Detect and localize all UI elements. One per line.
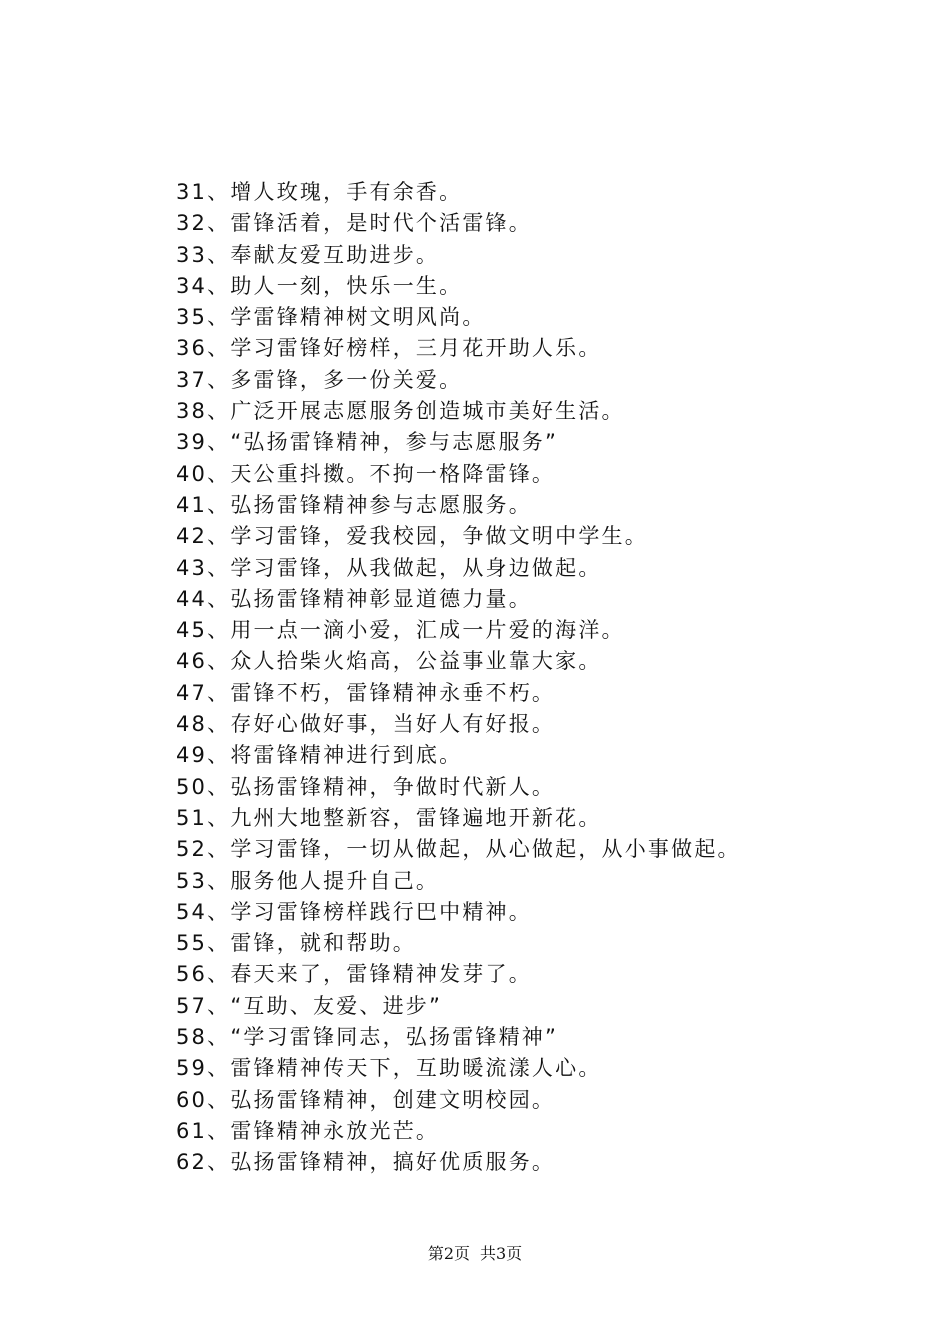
slogan-line: 41、弘扬雷锋精神参与志愿服务。 (176, 492, 532, 517)
slogan-line: 43、学习雷锋，从我做起，从身边做起。 (176, 555, 602, 580)
slogan-line: 38、广泛开展志愿服务创造城市美好生活。 (176, 399, 625, 424)
slogan-line: 51、九州大地整新容，雷锋遍地开新花。 (176, 805, 602, 830)
slogan-line: 31、增人玫瑰，手有余香。 (176, 180, 463, 204)
slogan-line: 57、“互助、友爱、进步” (176, 993, 443, 1018)
slogan-line: 34、助人一刻，快乐一生。 (176, 273, 463, 298)
slogan-line: 62、弘扬雷锋精神，搞好优质服务。 (176, 1150, 556, 1175)
slogan-line: 47、雷锋不朽，雷锋精神永垂不朽。 (176, 680, 556, 705)
page-number-total: 共3页 (480, 1244, 523, 1263)
slogan-line: 45、用一点一滴小爱，汇成一片爱的海洋。 (176, 618, 625, 643)
slogan-line: 44、弘扬雷锋精神彰显道德力量。 (176, 586, 532, 611)
slogan-line: 32、雷锋活着，是时代个活雷锋。 (176, 211, 532, 236)
slogan-line: 46、众人拾柴火焰高，公益事业靠大家。 (176, 649, 602, 674)
slogan-line: 36、学习雷锋好榜样，三月花开助人乐。 (176, 336, 602, 361)
slogan-line: 55、雷锋，就和帮助。 (176, 931, 416, 956)
slogan-line: 48、存好心做好事，当好人有好报。 (176, 712, 556, 737)
slogan-line: 53、服务他人提升自己。 (176, 868, 440, 893)
slogan-line: 54、学习雷锋榜样践行巴中精神。 (176, 899, 532, 924)
page-number-current: 第2页 (427, 1244, 470, 1263)
slogan-line: 35、学雷锋精神树文明风尚。 (176, 305, 486, 330)
slogan-list (176, 177, 896, 1179)
slogan-line: 39、“弘扬雷锋精神，参与志愿服务” (176, 430, 559, 455)
slogan-line: 58、“学习雷锋同志，弘扬雷锋精神” (176, 1025, 559, 1050)
slogan-line: 37、多雷锋，多一份关爱。 (176, 367, 463, 392)
slogan-line: 40、天公重抖擞。不拘一格降雷锋。 (176, 461, 556, 486)
slogan-line: 60、弘扬雷锋精神，创建文明校园。 (176, 1087, 556, 1112)
page-footer (0, 1242, 950, 1266)
slogan-line: 56、春天来了，雷锋精神发芽了。 (176, 962, 532, 987)
slogan-line: 52、学习雷锋，一切从做起，从心做起，从小事做起。 (176, 837, 741, 862)
slogan-line: 42、学习雷锋，爱我校园，争做文明中学生。 (176, 524, 648, 549)
slogan-line: 49、将雷锋精神进行到底。 (176, 743, 463, 768)
slogan-line: 33、奉献友爱互助进步。 (176, 242, 440, 267)
slogan-line: 50、弘扬雷锋精神，争做时代新人。 (176, 774, 556, 799)
slogan-line: 61、雷锋精神永放光芒。 (176, 1118, 440, 1143)
slogan-line: 59、雷锋精神传天下，互助暖流漾人心。 (176, 1056, 602, 1081)
